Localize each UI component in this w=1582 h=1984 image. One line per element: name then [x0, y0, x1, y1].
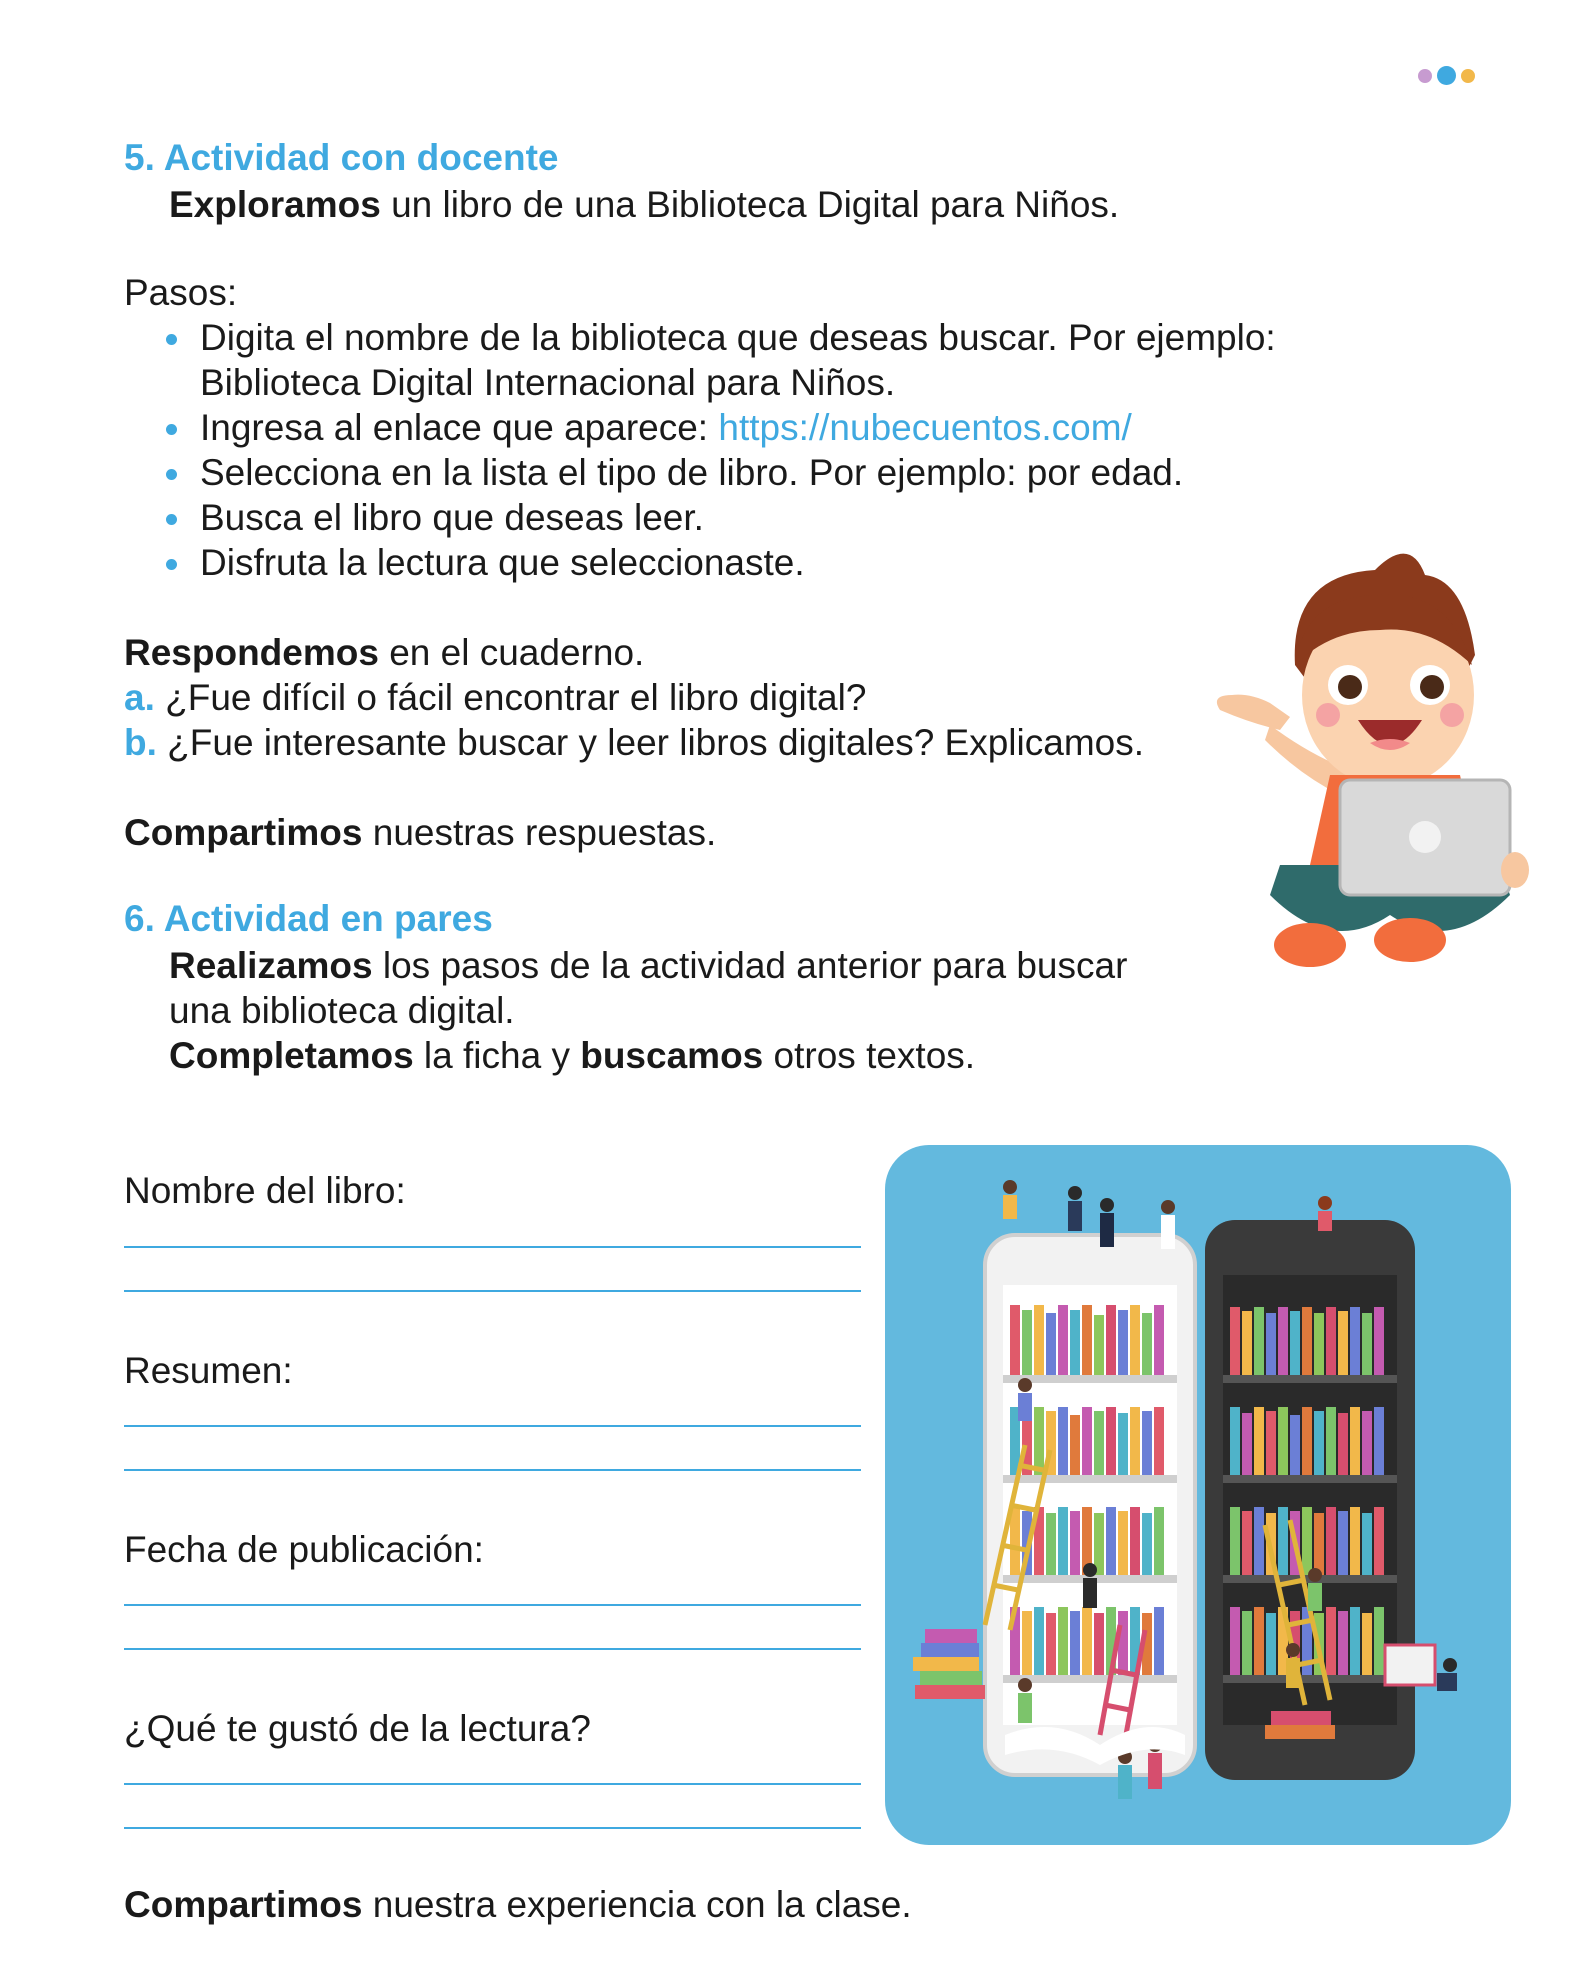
- steps-list: [124, 315, 1276, 585]
- activity6-line1: [169, 943, 1127, 988]
- step-4-text: Busca el libro que deseas leer.: [200, 497, 704, 538]
- answer-line[interactable]: [124, 1469, 861, 1471]
- boy-with-laptop-illustration: [1210, 535, 1540, 975]
- intro-rest: un libro de una Biblioteca Digital para Niños.: [380, 184, 1120, 225]
- list-item: [124, 495, 1276, 540]
- question-b: [124, 720, 1144, 765]
- intro-bold: Exploramos: [169, 184, 381, 225]
- a6-mid: la ficha y: [413, 1035, 581, 1076]
- dot-purple-icon: [1418, 69, 1432, 83]
- question-b-text: ¿Fue interesante buscar y leer libros digitales? Explicamos.: [167, 722, 1145, 763]
- step-1-line1: Digita el nombre de la biblioteca que deseas buscar. Por ejemplo:: [200, 317, 1276, 358]
- a6-bold3: buscamos: [580, 1035, 764, 1076]
- answer-line[interactable]: [124, 1604, 861, 1606]
- footer-bold: Compartimos: [124, 1884, 363, 1925]
- list-item: [124, 450, 1276, 495]
- step-2-text: Ingresa al enlace que aparece:: [200, 407, 719, 448]
- answer-line[interactable]: [124, 1648, 861, 1650]
- footer-rest: nuestra experiencia con la clase.: [362, 1884, 912, 1925]
- field-label-summary: Resumen:: [124, 1350, 293, 1391]
- question-a-letter: a.: [124, 677, 155, 718]
- steps-label: Pasos:: [124, 272, 238, 313]
- field-label-date: Fecha de publicación:: [124, 1529, 484, 1570]
- activity5-intro: [169, 182, 1119, 227]
- a6-bold1: Realizamos: [169, 945, 373, 986]
- shoe-icon: [1274, 923, 1346, 967]
- answer-line[interactable]: [124, 1290, 861, 1292]
- respond-bold: Respondemos: [124, 632, 379, 673]
- respond-rest: en el cuaderno.: [378, 632, 645, 673]
- answer-line[interactable]: [124, 1827, 861, 1829]
- field-label-name: Nombre del libro:: [124, 1170, 406, 1211]
- step-3-text: Selecciona en la lista el tipo de libro. Por ejemplo: por edad.: [200, 452, 1184, 493]
- respond-line: [124, 630, 644, 675]
- activity5-heading: 5. Actividad con docente: [124, 137, 559, 178]
- dot-blue-icon: [1437, 66, 1456, 85]
- dot-yellow-icon: [1461, 69, 1475, 83]
- question-a-text: ¿Fue difícil o fácil encontrar el libro digital?: [165, 677, 867, 718]
- library-phones-svg: [885, 1145, 1511, 1845]
- list-item: [124, 315, 1276, 405]
- a6-rest3: otros textos.: [763, 1035, 976, 1076]
- share-bold: Compartimos: [124, 812, 363, 853]
- hand-icon: [1217, 695, 1290, 730]
- step-1-line2: Biblioteca Digital Internacional para Niños.: [200, 362, 896, 403]
- list-item: [124, 540, 1276, 585]
- footer-share-line: [124, 1882, 912, 1927]
- a6-rest1: los pasos de la actividad anterior para buscar: [372, 945, 1128, 986]
- share-rest: nuestras respuestas.: [362, 812, 717, 853]
- share-line: [124, 810, 716, 855]
- a6-bold2: Completamos: [169, 1035, 414, 1076]
- answer-line[interactable]: [124, 1246, 861, 1248]
- field-label-liked: ¿Qué te gustó de la lectura?: [124, 1708, 591, 1749]
- nubecuentos-link[interactable]: https://nubecuentos.com/: [718, 407, 1132, 448]
- activity6-line3: [169, 1033, 975, 1078]
- answer-line[interactable]: [124, 1425, 861, 1427]
- activity6-line2: una biblioteca digital.: [169, 990, 515, 1031]
- list-item: [124, 405, 1276, 450]
- question-a: [124, 675, 866, 720]
- digital-library-illustration: [885, 1145, 1511, 1845]
- header-dots: [1418, 66, 1475, 85]
- step-5-text: Disfruta la lectura que seleccionaste.: [200, 542, 805, 583]
- question-b-letter: b.: [124, 722, 157, 763]
- activity6-heading: 6. Actividad en pares: [124, 898, 493, 939]
- answer-line[interactable]: [124, 1783, 861, 1785]
